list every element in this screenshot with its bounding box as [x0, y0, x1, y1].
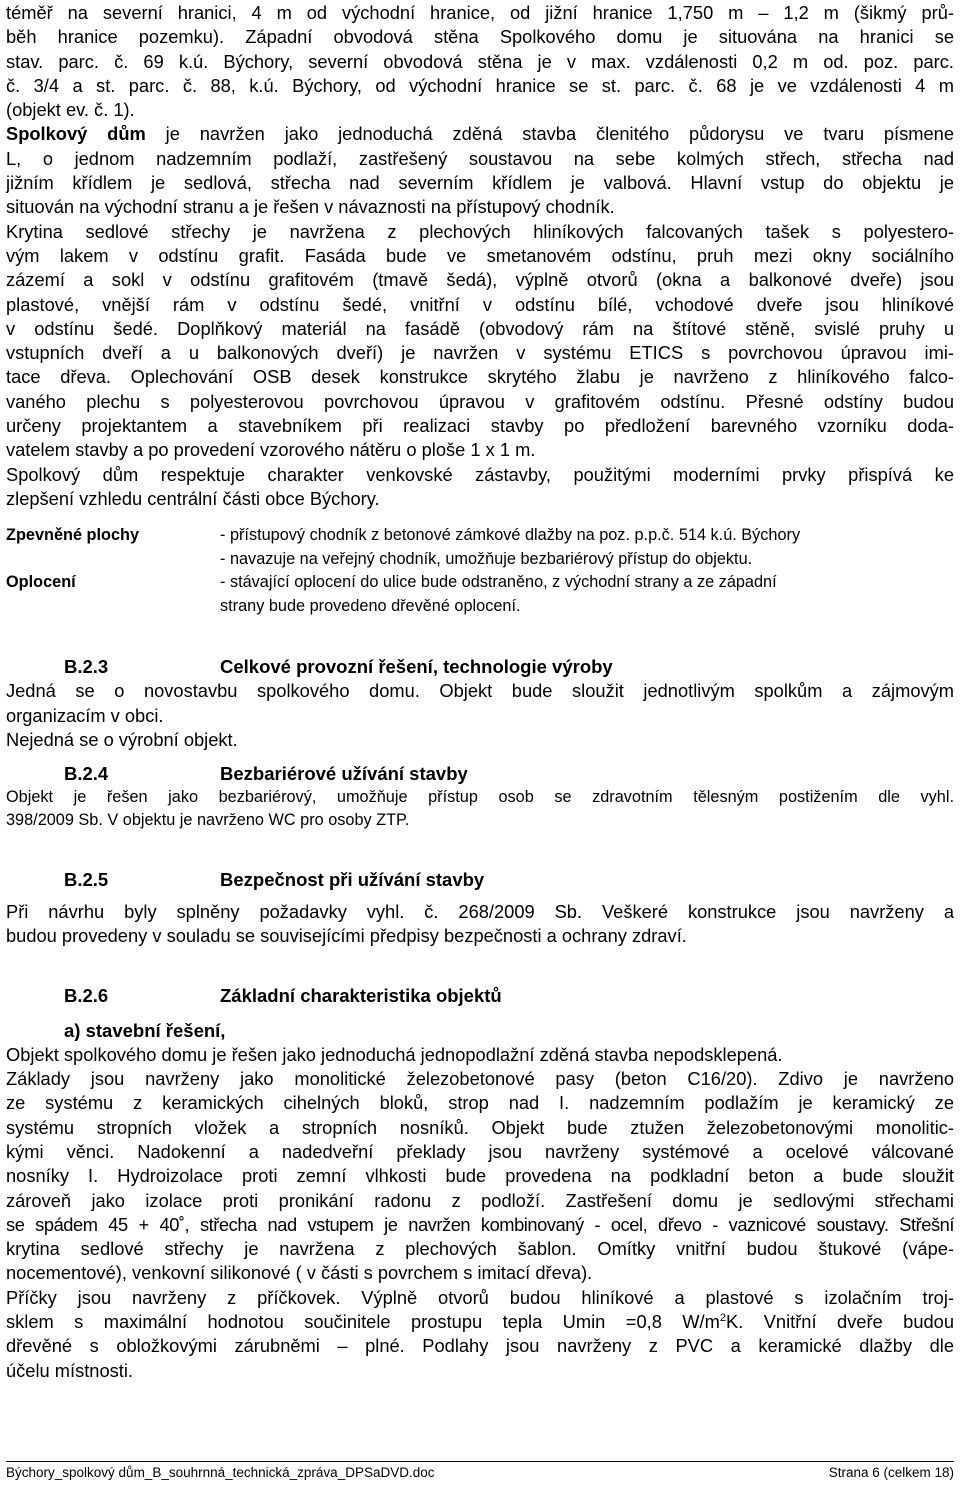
- term-fencing: Oplocení: [6, 573, 76, 592]
- text-line: vým lakem v odstínu grafit. Fasáda bude ve smetanovém odstínu, pruh mezi okny sociálního: [6, 244, 954, 266]
- text-line: nosníky I. Hydroizolace proti zemní vlhkosti bude provedena na podkladní beton a bude sloužit: [6, 1165, 954, 1187]
- text-line: 398/2009 Sb. V objektu je navrženo WC pro osoby ZTP.: [6, 811, 410, 830]
- building-description: [6, 122, 954, 511]
- text-line: Krytina sedlové střechy je navržena z plechových hliníkových falcovaných tašek s polyestero-: [6, 220, 954, 242]
- text-line: (objekt ev. č. 1).: [6, 99, 135, 121]
- text-line: situován na východní stranu a je řešen v návaznosti na přístupový chodník.: [6, 196, 615, 218]
- text-line: Základy jsou navrženy jako monolitické železobetonové pasy (beton C16/20). Zdivo je navrženo: [6, 1068, 954, 1090]
- definition-text: - stávající oplocení do ulice bude odstraněno, z východní strany a ze západní: [220, 573, 777, 592]
- text-line: účelu místnosti.: [6, 1359, 134, 1381]
- superscript: 2: [719, 1311, 726, 1324]
- text-line: kými věnci. Nadokenní a nadedveřní překlady jsou navrženy systémové a ocelové válcované: [6, 1140, 954, 1162]
- section-number: B.2.6: [64, 984, 109, 1006]
- document-page: [6, 0, 954, 1383]
- section-b26-body: [6, 1043, 954, 1383]
- text-line: zázemí a sokl v odstínu grafitovém (tmavě šedá), výplně otvorů (okna a balkonové dveře) jsou: [6, 269, 954, 291]
- definition-text: - navazuje na veřejný chodník, umožňuje bezbariérový přístup do objektu.: [220, 549, 753, 568]
- text-line: téměř na severní hranici, 4 m od východní hranice, od jižní hranice 1,750 m – 1,2 m (šikmý prů-: [6, 2, 954, 23]
- section-b25-body: [6, 900, 954, 949]
- footer-page-number: Strana 6 (celkem 18): [828, 1465, 954, 1480]
- text-line: L, o jednom nadzemním podlaží, zastřešený soustavou na sebe kolmých střech, střecha nad: [6, 147, 954, 169]
- text-line: Objekt spolkového domu je řešen jako jednoduchá jednopodlažní zděná stavba nepodsklepená.: [6, 1043, 783, 1065]
- section-b23-body: [6, 679, 954, 752]
- section-heading-b23: [6, 655, 954, 679]
- section-b24-body: [6, 786, 954, 832]
- section-title: Základní charakteristika objektů: [220, 984, 502, 1006]
- section-title: Bezbariérové užívání stavby: [220, 763, 468, 785]
- text-line: jižním křídlem je sedlová, střecha nad severním křídlem je valbová. Hlavní vstup do objektu je: [6, 172, 954, 194]
- text-run: je navržen jako jednoduchá zděná stavba členitého půdorysu ve tvaru písmene: [145, 123, 954, 145]
- definition-text: strany bude provedeno dřevěné oplocení.: [220, 596, 521, 615]
- text-line: vatelem stavby a po provedení vzorového nátěru o ploše 1 x 1 m.: [6, 439, 536, 461]
- text-line: Objekt je řešen jako bezbariérový, umožňuje přístup osob se zdravotním tělesným postižením dle vyhl.: [6, 788, 954, 807]
- text-line: tace dřeva. Oplechování OSB desek konstrukce skrytého žlabu je navrženo z hliníkového falco-: [6, 366, 954, 388]
- text-line: č. 3/4 a st. parc. č. 88, k.ú. Býchory, od východní hranice se st. parc. č. 68 je ve vzdálenosti 4 m: [6, 74, 954, 96]
- section-heading-b24: [6, 762, 954, 786]
- section-heading-b25: [6, 868, 954, 892]
- definition-list: [6, 524, 954, 618]
- text-line: plastové, vnější rám v odstínu šedé, vnitřní v odstínu bílé, vchodové dveře jsou hliníkové: [6, 293, 954, 315]
- text-line: zároveň jako izolace proti pronikání radonu z podloží. Zastřešení domu je sedlovými střechami: [6, 1189, 954, 1211]
- text-line: vaného plechu s polyesterovou povrchovou úpravou v grafitovém odstínu. Přesné odstíny budou: [6, 390, 954, 412]
- text-line: zlepšení vzhledu centrální části obce Býchory.: [6, 487, 380, 509]
- text-line: Spolkový dům respektuje charakter venkovské zástavby, použitými moderními prvky přispívá ke: [6, 463, 954, 485]
- text-line: budou provedeny v souladu se souvisejícími předpisy bezpečnosti a ochrany zdraví.: [6, 925, 687, 947]
- text-line: běh hranice pozemku). Západní obvodová stěna Spolkového domu je situována na hranici se: [6, 26, 954, 48]
- text-line: určeny projektantem a stavebníkem při realizaci stavby po předložení barevného vzorníku doda-: [6, 415, 954, 437]
- text-line: dřevěné s obložkovými zárubněmi – plné. Podlahy jsou navrženy z PVC a keramické dlažby dle: [6, 1335, 954, 1357]
- spacer: [6, 595, 220, 619]
- text-line: Nejedná se o výrobní objekt.: [6, 728, 238, 750]
- text-line: Jedná se o novostavbu spolkového domu. Objekt bude sloužit jednotlivým spolkům a zájmovým: [6, 680, 954, 702]
- text-line: vstupních dveří a u balkonových dveří) je navržen v systému ETICS s povrchovou úpravou imi-: [6, 342, 954, 364]
- section-number: B.2.5: [64, 869, 109, 891]
- section-heading-b26: [6, 984, 954, 1008]
- text-line: se spádem 45 + 40˚, střecha nad vstupem je navržen kombinovaný - ocel, dřevo - vaznicové soustavy. Střešní: [6, 1213, 954, 1235]
- text-line: systému stropních vložek a stropních nosníků. Objekt bude ztužen železobetonovými monolitic-: [6, 1116, 954, 1138]
- text-run: sklem s maximální hodnotou součinitele prostupu tepla Umin =0,8 W/m: [6, 1310, 720, 1332]
- intro-paragraph: [6, 1, 954, 122]
- subsection-title: a) stavební řešení,: [64, 1019, 226, 1041]
- text-line: [6, 1310, 954, 1334]
- section-number: B.2.3: [64, 656, 109, 678]
- text-run: K. Vnitřní dveře budou: [726, 1310, 954, 1332]
- text-line: nocementové), venkovní silikonové ( v části s povrchem s imitací dřeva).: [6, 1262, 593, 1284]
- section-number: B.2.4: [64, 763, 109, 785]
- page-footer: [6, 1461, 954, 1484]
- section-title: Celkové provozní řešení, technologie výroby: [220, 656, 613, 678]
- text-line: v odstínu šedé. Doplňkový materiál na fasádě (obvodový rám na štítové stěně, svislé pruhy u: [6, 317, 954, 339]
- term-paved-areas: Zpevněné plochy: [6, 526, 139, 545]
- text-line: stav. parc. č. 69 k.ú. Býchory, severní obvodová stěna je v max. vzdálenosti 0,2 m od. poz. parc.: [6, 50, 954, 72]
- text-line: krytina sedlové střechy je navržena z plechových šablon. Omítky vnitřní budou štukové (vápe-: [6, 1238, 954, 1260]
- section-title: Bezpečnost při užívání stavby: [220, 869, 485, 891]
- text-line: [6, 122, 954, 146]
- text-line: Při návrhu byly splněny požadavky vyhl. č. 268/2009 Sb. Veškeré konstrukce jsou navrženy a: [6, 901, 954, 923]
- definition-text: - přístupový chodník z betonové zámkové dlažby na poz. p.p.č. 514 k.ú. Býchory: [220, 526, 801, 545]
- text-line: Příčky jsou navrženy z příčkovek. Výplně otvorů budou hliníkové a plastové s izolačním troj-: [6, 1286, 954, 1308]
- emphasis-building-name: Spolkový dům: [6, 123, 146, 145]
- text-line: organizacím v obci.: [6, 704, 164, 726]
- text-line: ze systému z keramických cihelných bloků, strop nad I. nadzemním podlažím je keramický ze: [6, 1092, 954, 1114]
- spacer: [6, 548, 220, 572]
- footer-filename: Býchory_spolkový dům_B_souhrnná_technická_zpráva_DPSaDVD.doc: [6, 1465, 435, 1480]
